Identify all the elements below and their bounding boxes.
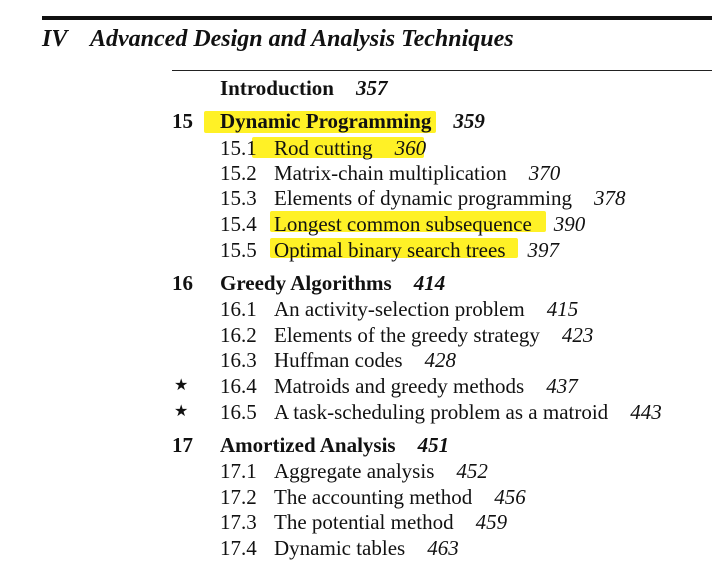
chapter-title: Greedy Algorithms 414 — [220, 271, 446, 295]
section-title: The accounting method 456 — [274, 485, 526, 509]
section-page: 423 — [561, 323, 594, 347]
chapter-number: 16 — [172, 271, 193, 295]
introduction-page: 357 — [355, 76, 388, 100]
section-title: An activity-selection problem 415 — [274, 297, 579, 321]
star-icon: ★ — [174, 403, 189, 420]
introduction-title: Introduction 357 — [220, 76, 388, 100]
section-number: 15.1 — [220, 136, 257, 160]
section-page: 415 — [546, 297, 579, 321]
section-title: Matrix-chain multiplication 370 — [274, 161, 561, 185]
section-title: Aggregate analysis 452 — [274, 459, 488, 483]
section-number: 16.3 — [220, 348, 257, 372]
section-title: Dynamic tables 463 — [274, 536, 459, 560]
section-page: 463 — [427, 536, 459, 560]
section-number: 16.1 — [220, 297, 257, 321]
section-page: 370 — [528, 161, 561, 185]
section-title: Elements of dynamic programming 378 — [274, 186, 626, 210]
section-page: 459 — [475, 510, 508, 534]
section-page: 452 — [456, 459, 488, 483]
section-title: Longest common subsequence 390 — [274, 212, 586, 236]
section-page: 437 — [546, 374, 578, 398]
section-page: 456 — [494, 485, 526, 509]
section-title: Rod cutting 360 — [274, 136, 427, 160]
chapter-page: 359 — [453, 109, 485, 133]
section-page: 390 — [553, 212, 586, 236]
chapter-number: 15 — [172, 109, 193, 133]
section-title: Matroids and greedy methods 437 — [274, 374, 578, 398]
section-number: 15.2 — [220, 161, 257, 185]
section-number: 17.4 — [220, 536, 257, 560]
section-number: 17.1 — [220, 459, 257, 483]
chapter-page: 414 — [413, 271, 446, 295]
chapter-title: Amortized Analysis 451 — [220, 433, 450, 457]
section-number: 15.3 — [220, 186, 257, 210]
star-icon: ★ — [174, 377, 189, 394]
part-number: IV — [42, 26, 68, 52]
section-number: 15.5 — [220, 238, 257, 262]
section-title: The potential method 459 — [274, 510, 508, 534]
section-page: 428 — [424, 348, 456, 372]
section-title: Optimal binary search trees 397 — [274, 238, 559, 262]
section-number: 16.4 — [220, 374, 257, 398]
section-page: 397 — [527, 238, 559, 262]
section-page: 360 — [394, 136, 427, 160]
section-page: 443 — [630, 400, 662, 424]
chapter-number: 17 — [172, 433, 193, 457]
section-number: 15.4 — [220, 212, 257, 236]
chapter-title: Dynamic Programming 359 — [220, 109, 485, 133]
section-title: Elements of the greedy strategy 423 — [274, 323, 594, 347]
part-title: Advanced Design and Analysis Techniques — [90, 26, 514, 52]
section-title: A task-scheduling problem as a matroid 443 — [274, 400, 662, 424]
section-number: 16.2 — [220, 323, 257, 347]
chapter-page: 451 — [417, 433, 450, 457]
section-page: 378 — [594, 186, 626, 210]
section-number: 17.3 — [220, 510, 257, 534]
section-title: Huffman codes 428 — [274, 348, 456, 372]
section-number: 17.2 — [220, 485, 257, 509]
section-number: 16.5 — [220, 400, 257, 424]
